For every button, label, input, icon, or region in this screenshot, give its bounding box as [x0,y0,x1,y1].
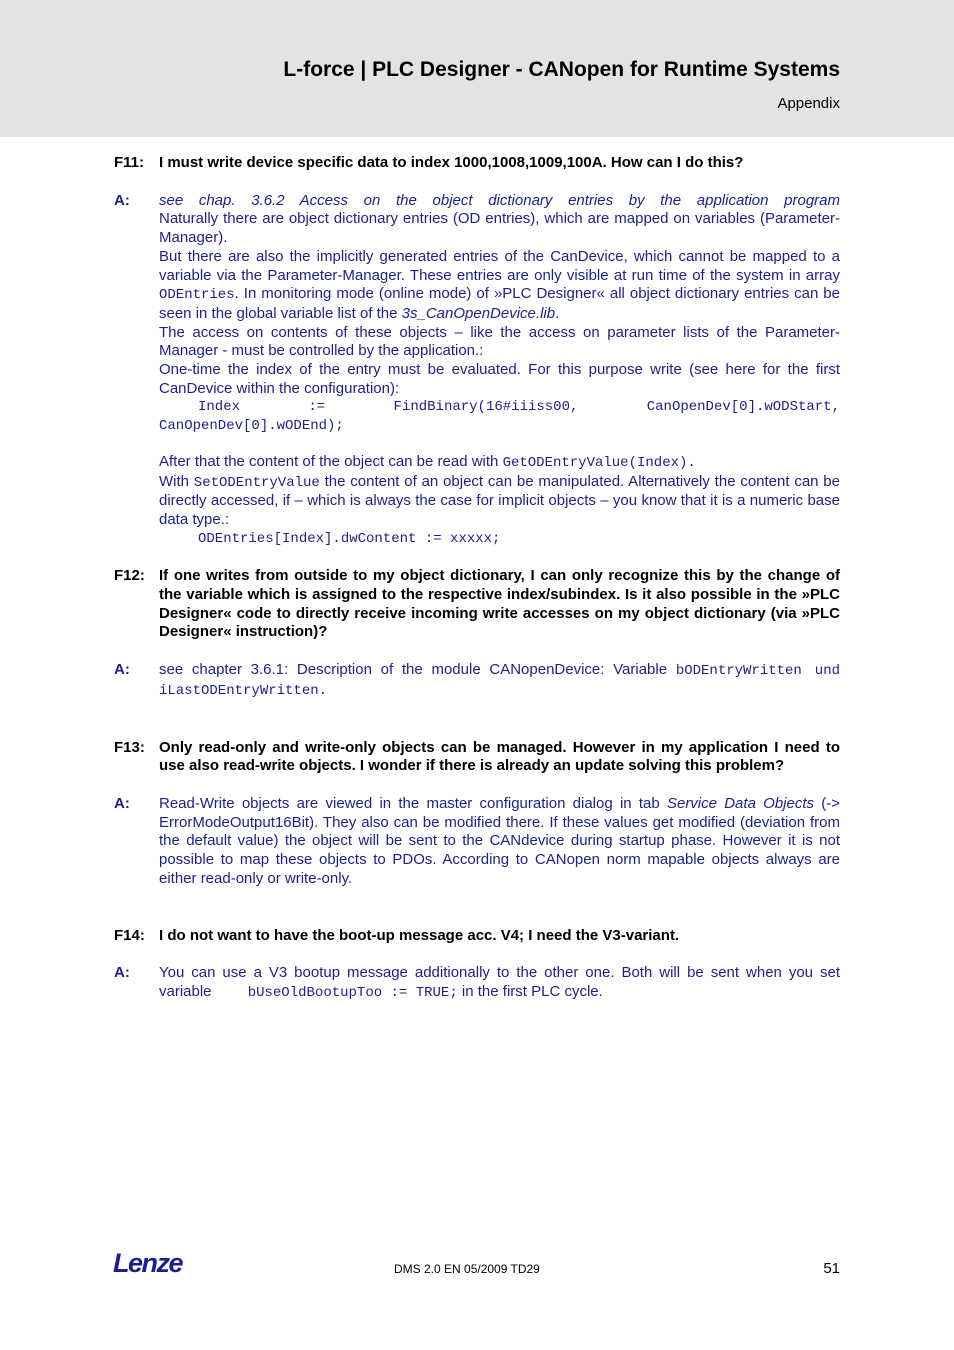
inline-code: ODEntries [159,287,235,304]
faq-answer-f11 [114,192,840,549]
code-line: ODEntries[Index].dwContent := xxxxx; [198,530,501,547]
answer-text [159,192,840,549]
answer-paragraph: One-time the index of the entry must be evaluated. For this purpose write (see here for the first CanDevice within the configuration): [159,361,840,397]
faq-question-f14 [114,927,840,946]
answer-paragraph: With SetODEntryValue the content of an object can be manipulated. Alternatively the content can be directly accessed, if – which is always the case for implicit objects – you know that it is a numeric base data type.: [159,472,840,528]
answer-paragraph: Naturally there are object dictionary entries (OD entries), which are mapped on variables (Parameter-Manager). [159,210,840,247]
code-line: CanOpenDev[0].wODEnd); [159,418,344,435]
question-label: F14: [114,926,145,944]
inline-code: bODEntryWritten und iLastODEntryWritten. [159,663,840,699]
faq-content [114,154,840,1003]
page-header [0,0,954,137]
document-title: L-force | PLC Designer - CANopen for Runtime Systems [283,58,840,81]
faq-question-f13 [114,739,840,776]
faq-answer-f13 [114,795,840,889]
faq-question-f12 [114,567,840,642]
answer-label: A: [114,661,130,679]
faq-answer-f14 [114,964,840,1002]
answer-paragraph: But there are also the implicitly generated entries of the CanDevice, which cannot be mapped to a variable via the Parameter-Manager. These entries are only visible at run time of the system in array ODEntries. In monitoring mode (online mode) of »PLC Designer« all object dictionary entries can be seen in the global variable list of the 3s_CanOpenDevice.lib. [159,247,840,322]
question-label: F13: [114,738,145,756]
section-name: Appendix [777,95,840,112]
document-id: DMS 2.0 EN 05/2009 TD29 [394,1262,540,1276]
answer-paragraph: After that the content of the object can be read with GetODEntryValue(Index). [159,452,696,471]
question-text: I must write device specific data to index 1000,1008,1009,100A. How can I do this? [159,154,744,171]
answer-text: You can use a V3 bootup message additionally to the other one. Both will be sent when you set variable bUseOldBootupToo := TRUE; in the first PLC cycle. [159,964,840,1001]
code-line: Index := FindBinary(16#iiiss00, CanOpenDev[0].wODStart, [198,399,840,416]
inline-code: SetODEntryValue [193,474,320,491]
page-number: 51 [823,1260,840,1277]
answer-label: A: [114,191,130,209]
answer-label: A: [114,964,130,982]
question-text: I do not want to have the boot-up message acc. V4; I need the V3-variant. [159,926,680,944]
chapter-reference: see chap. 3.6.2 Access on the object dictionary entries by the application program [159,191,840,209]
answer-text: see chapter 3.6.1: Description of the module CANopenDevice: Variable bODEntryWritten und iLastODEntryWritten. [159,661,840,699]
faq-question-f11 [114,154,840,173]
question-label: F11: [114,154,145,171]
answer-text: Read-Write objects are viewed in the master configuration dialog in tab Service Data Objects (-> ErrorModeOutput16Bit). They also can be modified there. If these values get modified (deviation from the default value) the object will be sent to the CANdevice during startup phase. However it is not possible to map these objects to PDOs. According to CANopen norm mapable objects always are either read-only or write-only. [159,794,841,887]
tab-name: Service Data Objects [666,794,815,812]
inline-code: bUseOldBootupToo := TRUE; [247,984,458,1001]
answer-label: A: [114,794,130,812]
inline-code: GetODEntryValue(Index). [502,454,696,471]
question-text: If one writes from outside to my object dictionary, I can only recognize this by the change of the variable which is assigned to the respective index/subindex. Is it also possible in the »PLC Designer« code to directly receive incoming write accesses on my object dictionary (via »PLC Designer« instruction)? [159,567,840,641]
answer-paragraph: The access on contents of these objects – like the access on parameter lists of the Parameter-Manager - must be controlled by the application.: [159,323,840,360]
faq-answer-f12 [114,661,840,700]
question-text: Only read-only and write-only objects can be managed. However in my application I need to use also read-write objects. I wonder if there is already an update solving this problem? [159,738,840,775]
lenze-logo: Lenze [113,1248,183,1278]
question-label: F12: [114,567,145,585]
library-name: 3s_CanOpenDevice.lib [401,304,556,322]
